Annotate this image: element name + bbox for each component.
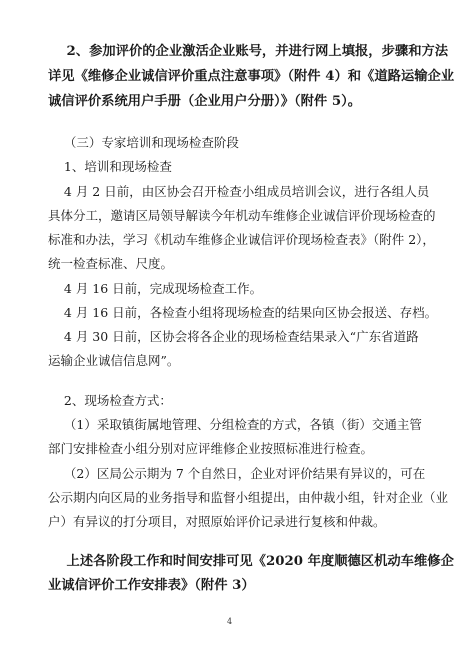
paragraph-line: 部门安排检查小组分别对应评维修企业按照标准进行检查。 bbox=[48, 441, 374, 456]
paragraph-line: 4 月 30 日前，区协会将各企业的现场检查结果录入“广东省道路 bbox=[48, 329, 419, 344]
paragraph-line: 运输企业诚信信息网”。 bbox=[48, 353, 180, 368]
paragraph-line: 4 月 16 日前，完成现场检查工作。 bbox=[48, 281, 263, 296]
paragraph-line: 公示期内向区局的业务指导和监督小组提出，由仲裁小组，针对企业（业 bbox=[48, 490, 449, 505]
paragraph-line: 业诚信评价工作安排表》（附件 3） bbox=[48, 578, 255, 593]
subsection-heading: 1、培训和现场检查 bbox=[48, 159, 172, 174]
paragraph-line: 具体分工，邀请区局领导解读今年机动车维修企业诚信评价现场检查的 bbox=[48, 208, 436, 223]
paragraph-line: 户）有异议的打分项目，对照原始评价记录进行复核和仲裁。 bbox=[48, 514, 386, 529]
paragraph-line: （2）区局公示期为 7 个自然日，企业对评价结果有异议的，可在 bbox=[48, 466, 426, 481]
paragraph-line: 统一检查标准、尺度。 bbox=[48, 256, 174, 271]
paragraph-line: 2、参加评价的企业激活企业账号，并进行网上填报，步骤和方法 bbox=[48, 44, 449, 59]
paragraph-line: 上述各阶段工作和时间安排可见《2020 年度顺德区机动车维修企 bbox=[48, 554, 454, 569]
page-number: 4 bbox=[226, 617, 233, 626]
paragraph-line: 4 月 2 日前，由区协会召开检查小组成员培训会议，进行各组人员 bbox=[48, 184, 430, 199]
paragraph-line: 诚信评价系统用户手册（企业用户分册）》（附件 5）。 bbox=[48, 94, 362, 109]
paragraph-line: 标准和办法，学习《机动车维修企业诚信评价现场检查表》（附件 2）， bbox=[48, 232, 435, 247]
paragraph-line: 详见《维修企业诚信评价重点注意事项》（附件 4）和《道路运输企业 bbox=[48, 69, 455, 84]
subsection-heading: 2、现场检查方式： bbox=[48, 393, 172, 408]
paragraph-line: （1）采取镇街属地管理、分组检查的方式，各镇（街）交通主管 bbox=[48, 417, 422, 432]
paragraph-line: 4 月 16 日前，各检查小组将现场检查的结果向区协会报送、存档。 bbox=[48, 305, 438, 320]
section-heading: （三）专家培训和现场检查阶段 bbox=[48, 135, 239, 150]
